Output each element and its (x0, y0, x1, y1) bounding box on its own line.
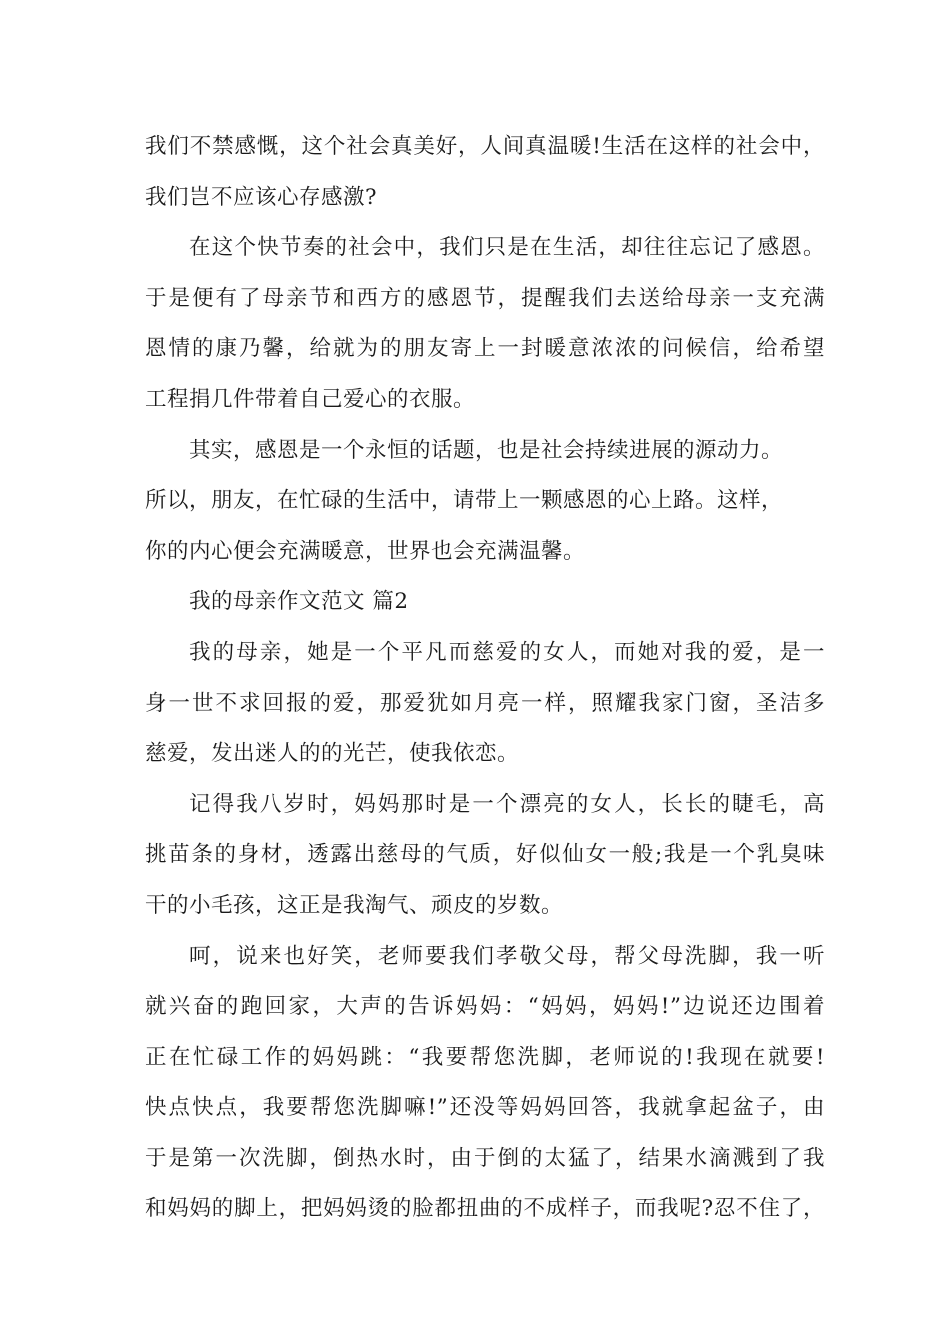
heading-line: 我的母亲作文范文 篇2 (189, 589, 409, 615)
text-line: 和妈妈的脚上，把妈妈烫的脸都扭曲的不成样子，而我呢?忍不住了， (145, 1196, 825, 1222)
text-line: 于是便有了母亲节和西方的感恩节，提醒我们去送给母亲一支充满 (145, 285, 825, 311)
text-line: 在这个快节奏的社会中，我们只是在生活，却往往忘记了感恩。 (189, 235, 825, 261)
text-line: 工程捐几件带着自己爱心的衣服。 (145, 386, 476, 412)
text-line: 身一世不求回报的爱，那爱犹如月亮一样，照耀我家门窗，圣洁多 (145, 690, 825, 716)
paragraph (145, 628, 825, 780)
text-line: 挑苗条的身材，透露出慈母的气质，好似仙女一般;我是一个乳臭味 (145, 842, 825, 868)
text-line: 快点快点，我要帮您洗脚嘛!”还没等妈妈回答，我就拿起盆子，由 (145, 1095, 825, 1121)
text-line: 干的小毛孩，这正是我淘气、顽皮的岁数。 (145, 892, 564, 918)
text-line: 我们不禁感慨，这个社会真美好，人间真温暖!生活在这样的社会中， (145, 134, 825, 159)
text-line: 我们岂不应该心存感激? (145, 184, 378, 210)
text-line: 呵，说来也好笑，老师要我们孝敬父母，帮父母洗脚，我一听 (189, 943, 825, 969)
text-line: 其实，感恩是一个永恒的话题，也是社会持续进展的源动力。 (189, 437, 784, 463)
paragraph (145, 426, 825, 578)
paragraph (145, 122, 825, 223)
text-line: 慈爱，发出迷人的的光芒，使我依恋。 (145, 741, 520, 767)
text-line: 我的母亲，她是一个平凡而慈爱的女人，而她对我的爱，是一 (189, 639, 825, 665)
text-line: 记得我八岁时，妈妈那时是一个漂亮的女人，长长的睫毛，高 (189, 791, 825, 817)
text-line: 正在忙碌工作的妈妈跳：“我要帮您洗脚，老师说的!我现在就要! (145, 1044, 825, 1070)
text-line: 于是第一次洗脚，倒热水时，由于倒的太猛了，结果水滴溅到了我 (145, 1145, 825, 1171)
text-line: 你的内心便会充满暖意，世界也会充满温馨。 (145, 538, 586, 564)
document-page (145, 122, 825, 1235)
text-line: 就兴奋的跑回家，大声的告诉妈妈：“妈妈，妈妈!”边说还边围着 (145, 994, 825, 1020)
text-line: 所以，朋友，在忙碌的生活中，请带上一颗感恩的心上路。这样， (145, 488, 784, 514)
paragraph (145, 223, 825, 425)
section-heading (145, 577, 825, 628)
text-line: 恩情的康乃馨，给就为的朋友寄上一封暖意浓浓的问候信，给希望 (145, 336, 825, 362)
paragraph (145, 932, 825, 1236)
paragraph (145, 780, 825, 932)
